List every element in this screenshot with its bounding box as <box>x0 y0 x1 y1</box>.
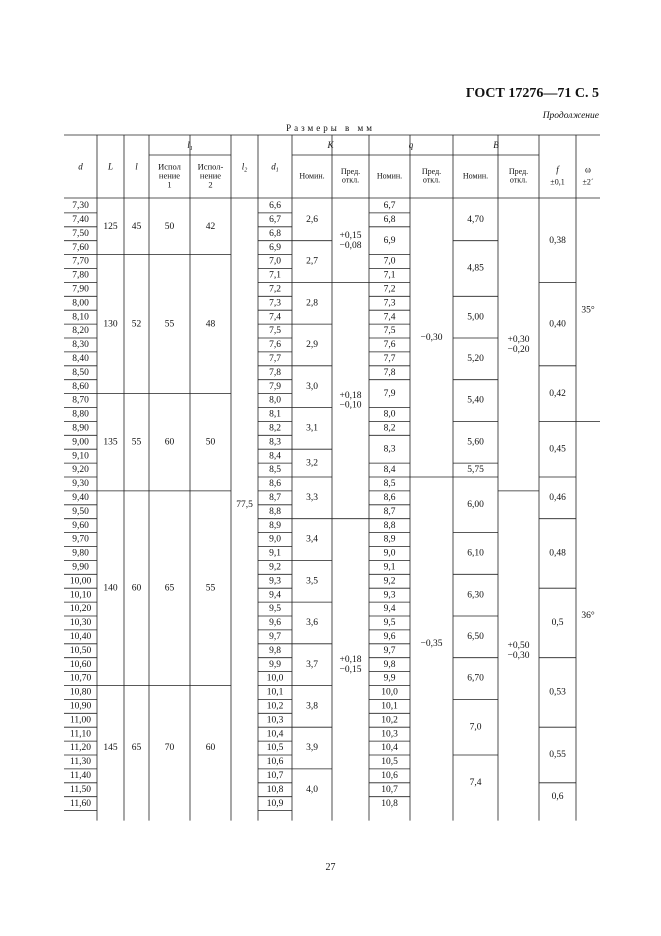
cell-q-nominal: 10,0 <box>381 687 398 698</box>
header-K: K <box>327 140 334 151</box>
cell-d1: 9,4 <box>269 590 281 601</box>
cell-d1: 7,7 <box>269 354 281 365</box>
cell-k-nominal: 3,2 <box>306 458 318 469</box>
header-q: q <box>408 140 414 151</box>
cell-k-nominal: 3,4 <box>306 534 318 545</box>
cell-q-nominal: 10,5 <box>381 757 398 768</box>
continuation-label: Продолжение <box>542 111 599 121</box>
header-q-tolerance: Пред. <box>421 167 442 177</box>
cell-q-nominal: 8,2 <box>383 423 396 434</box>
header-k-tolerance: Пред. <box>340 167 361 177</box>
cell-d: 11,30 <box>69 757 92 768</box>
cell-d1: 8,2 <box>269 423 281 434</box>
cell-d1: 7,0 <box>269 256 281 267</box>
cell-k-tolerance: −0,10 <box>339 400 362 411</box>
cell-d1: 9,8 <box>269 645 281 656</box>
header-l: l <box>135 161 138 172</box>
cell-d: 9,50 <box>72 506 89 517</box>
cell-k-tolerance: −0,08 <box>339 240 362 251</box>
cell-d: 9,30 <box>72 479 89 490</box>
cell-q-nominal: 10,1 <box>381 701 398 712</box>
cell-d1: 6,6 <box>269 201 281 212</box>
cell-d: 10,80 <box>69 687 92 698</box>
cell-k-nominal: 3,6 <box>306 618 318 629</box>
cell-d: 8,30 <box>72 340 89 351</box>
cell-f: 0,6 <box>551 791 564 802</box>
cell-d1: 7,3 <box>269 298 281 309</box>
cell-q-nominal: 6,7 <box>383 201 396 212</box>
cell-d1: 10,8 <box>266 784 284 795</box>
cell-q-nominal: 6,8 <box>383 215 396 226</box>
cell-d: 9,80 <box>72 548 89 559</box>
cell-group: 60 <box>205 743 216 754</box>
cell-b-nominal: 5,00 <box>467 312 484 323</box>
cell-d: 9,70 <box>72 534 89 545</box>
cell-d: 11,40 <box>69 771 92 782</box>
header-l2: $l_2$ <box>241 161 248 174</box>
cell-f: 0,45 <box>549 444 566 455</box>
cell-d1: 8,9 <box>269 520 281 531</box>
cell-group: 70 <box>164 743 175 754</box>
cell-k-tolerance: +0,18 <box>339 654 362 665</box>
cell-k-nominal: 3,7 <box>306 659 318 670</box>
cell-b-nominal: 6,70 <box>467 673 484 684</box>
header-L: L <box>107 161 114 172</box>
header-q-tolerance: откл. <box>422 175 441 185</box>
cell-q-nominal: 9,7 <box>383 645 396 656</box>
header-omega-tolerance: ±2´ <box>582 177 594 187</box>
cell-d: 10,20 <box>69 604 92 615</box>
cell-group: 130 <box>103 319 118 330</box>
cell-d: 8,40 <box>72 354 89 365</box>
cell-d: 9,90 <box>72 562 89 573</box>
cell-d1: 8,7 <box>269 493 281 504</box>
cell-q-nominal: 7,8 <box>383 367 396 378</box>
cell-q-nominal: 7,5 <box>383 326 396 337</box>
cell-q-nominal: 9,1 <box>383 562 396 573</box>
header-b-tolerance: Пред. <box>508 167 529 177</box>
cell-q-nominal: 9,8 <box>383 659 396 670</box>
cell-d: 9,00 <box>72 437 89 448</box>
cell-k-nominal: 3,8 <box>306 701 318 712</box>
cell-d1: 8,8 <box>269 506 281 517</box>
cell-q-nominal: 10,8 <box>381 798 398 809</box>
cell-d: 8,20 <box>72 326 89 337</box>
cell-d1: 8,0 <box>269 395 281 406</box>
cell-f: 0,38 <box>549 235 566 246</box>
cell-group: 42 <box>205 221 216 232</box>
cell-q-nominal: 10,2 <box>381 715 398 726</box>
page-number: 27 <box>325 862 336 873</box>
header-f: f <box>556 164 559 175</box>
cell-d1: 9,7 <box>269 632 281 643</box>
header-B: B <box>493 140 499 151</box>
cell-d1: 7,9 <box>269 381 281 392</box>
cell-b-tolerance: −0,30 <box>507 650 530 661</box>
cell-q-nominal: 8,5 <box>383 479 396 490</box>
cell-d1: 9,5 <box>269 604 281 615</box>
header-isp2: нение <box>199 170 222 181</box>
cell-q-nominal: 10,6 <box>381 771 398 782</box>
cell-k-nominal: 2,9 <box>306 340 318 351</box>
cell-b-nominal: 5,40 <box>467 395 484 406</box>
cell-d1: 7,5 <box>269 326 281 337</box>
cell-d: 8,90 <box>72 423 89 434</box>
cell-q-nominal: 6,9 <box>383 235 396 246</box>
cell-d: 9,40 <box>72 493 89 504</box>
cell-d: 10,90 <box>69 701 92 712</box>
cell-group: 125 <box>103 221 118 232</box>
cell-d1: 10,2 <box>266 701 284 712</box>
cell-d: 11,00 <box>69 715 92 726</box>
cell-group: 50 <box>205 437 216 448</box>
cell-d: 9,20 <box>72 465 89 476</box>
cell-q-nominal: 8,0 <box>383 409 396 420</box>
cell-q-nominal: 7,3 <box>383 298 396 309</box>
cell-group: 55 <box>131 437 142 448</box>
cell-b-nominal: 4,85 <box>467 263 484 274</box>
cell-group: 65 <box>164 583 175 594</box>
cell-group: 140 <box>103 583 118 594</box>
cell-d: 7,90 <box>72 284 89 295</box>
cell-d1: 8,5 <box>269 465 281 476</box>
header-b-nominal: Номин. <box>462 171 489 181</box>
header-isp1: нение <box>158 170 181 181</box>
cell-d: 9,60 <box>72 520 89 531</box>
cell-k-nominal: 3,9 <box>306 743 318 754</box>
cell-d1: 9,9 <box>269 659 281 670</box>
cell-q-nominal: 9,6 <box>383 632 396 643</box>
cell-d: 7,70 <box>72 256 89 267</box>
cell-group: 55 <box>164 319 175 330</box>
cell-k-nominal: 3,3 <box>306 493 318 504</box>
cell-d: 7,50 <box>72 228 89 239</box>
cell-f: 0,55 <box>549 750 566 761</box>
cell-group: 52 <box>131 319 142 330</box>
cell-b-nominal: 4,70 <box>467 215 484 226</box>
cell-d: 7,60 <box>72 242 89 253</box>
standard-header: ГОСТ 17276—71 С. 5 <box>465 86 599 101</box>
cell-q-nominal: 7,4 <box>383 312 396 323</box>
cell-f: 0,48 <box>549 548 566 559</box>
cell-d: 8,60 <box>72 381 89 392</box>
cell-d1: 7,4 <box>269 312 281 323</box>
cell-d1: 10,4 <box>266 729 284 740</box>
cell-d1: 10,5 <box>266 743 284 754</box>
cell-d: 11,10 <box>69 729 92 740</box>
cell-b-tolerance: +0,50 <box>507 640 530 651</box>
cell-d1: 7,8 <box>269 367 281 378</box>
cell-k-tolerance: −0,15 <box>339 664 362 675</box>
cell-b-nominal: 5,75 <box>467 465 484 476</box>
cell-d1: 9,2 <box>269 562 281 573</box>
cell-d: 7,30 <box>72 201 89 212</box>
cell-group: 45 <box>131 221 142 232</box>
cell-q-nominal: 7,6 <box>383 340 396 351</box>
cell-d1: 10,0 <box>266 673 284 684</box>
header-omega: ω <box>585 164 591 175</box>
cell-f: 0,53 <box>549 687 566 698</box>
cell-q-nominal: 8,6 <box>383 493 396 504</box>
cell-b-nominal: 7,0 <box>469 722 482 733</box>
cell-d1: 7,2 <box>269 284 281 295</box>
cell-d1: 8,3 <box>269 437 281 448</box>
cell-f: 0,46 <box>549 493 566 504</box>
cell-q-nominal: 7,7 <box>383 354 396 365</box>
cell-b-nominal: 5,20 <box>467 354 484 365</box>
header-q-nominal: Номин. <box>376 171 403 181</box>
cell-d1: 10,7 <box>266 771 284 782</box>
cell-k-tolerance: +0,18 <box>339 390 362 401</box>
cell-d1: 10,6 <box>266 757 284 768</box>
cell-d1: 10,9 <box>266 798 284 809</box>
header-isp2: Испол- <box>197 161 224 172</box>
cell-omega: 35° <box>581 305 595 316</box>
cell-k-nominal: 2,8 <box>306 298 318 309</box>
cell-f: 0,5 <box>551 618 564 629</box>
cell-d: 8,00 <box>72 298 89 309</box>
cell-q-nominal: 9,0 <box>383 548 396 559</box>
cell-q-tolerance: −0,30 <box>420 333 443 344</box>
cell-d1: 10,3 <box>266 715 284 726</box>
cell-d: 11,60 <box>69 798 92 809</box>
cell-d: 7,80 <box>72 270 89 281</box>
cell-k-nominal: 2,6 <box>306 215 318 226</box>
cell-b-nominal: 5,60 <box>467 437 484 448</box>
cell-q-nominal: 7,1 <box>383 270 396 281</box>
cell-omega: 36° <box>581 611 595 622</box>
cell-b-nominal: 6,00 <box>467 499 484 510</box>
cell-q-nominal: 8,8 <box>383 520 396 531</box>
cell-d1: 9,1 <box>269 548 281 559</box>
cell-f: 0,42 <box>549 388 566 399</box>
cell-b-nominal: 7,4 <box>469 777 482 788</box>
dimensions-note: Размеры в мм <box>286 123 375 133</box>
header-isp1: 1 <box>167 179 172 190</box>
cell-q-nominal: 7,9 <box>383 388 396 399</box>
cell-k-tolerance: +0,15 <box>339 230 362 241</box>
cell-group: 135 <box>103 437 118 448</box>
cell-b-tolerance: +0,30 <box>507 335 530 346</box>
cell-q-nominal: 9,4 <box>383 604 396 615</box>
cell-k-nominal: 3,0 <box>306 381 318 392</box>
cell-q-nominal: 8,7 <box>383 506 396 517</box>
cell-q-tolerance: −0,35 <box>420 638 443 649</box>
cell-b-nominal: 6,10 <box>467 548 484 559</box>
cell-d: 7,40 <box>72 215 89 226</box>
cell-q-nominal: 10,4 <box>381 743 398 754</box>
header-b-tolerance: откл. <box>509 175 528 185</box>
cell-d: 10,00 <box>69 576 92 587</box>
cell-b-nominal: 6,30 <box>467 590 484 601</box>
cell-d: 10,60 <box>69 659 92 670</box>
cell-q-nominal: 9,2 <box>383 576 396 587</box>
cell-d: 10,10 <box>69 590 92 601</box>
cell-d: 8,70 <box>72 395 89 406</box>
cell-q-nominal: 8,9 <box>383 534 396 545</box>
header-k-nominal: Номин. <box>299 171 325 181</box>
cell-q-nominal: 9,9 <box>383 673 396 684</box>
cell-d: 10,40 <box>69 632 92 643</box>
cell-d: 10,70 <box>69 673 92 684</box>
cell-d1: 8,6 <box>269 479 281 490</box>
cell-q-nominal: 10,7 <box>381 784 398 795</box>
cell-group: 60 <box>131 583 142 594</box>
cell-d: 11,50 <box>69 784 92 795</box>
cell-d: 8,80 <box>72 409 89 420</box>
cell-b-nominal: 6,50 <box>467 632 484 643</box>
cell-d1: 6,8 <box>269 228 281 239</box>
cell-d: 10,30 <box>69 618 92 629</box>
cell-d: 8,50 <box>72 367 89 378</box>
cell-d1: 8,1 <box>269 409 281 420</box>
cell-q-nominal: 7,2 <box>383 284 396 295</box>
cell-d1: 9,0 <box>269 534 281 545</box>
cell-d1: 6,7 <box>269 215 281 226</box>
cell-q-nominal: 10,3 <box>381 729 398 740</box>
header-isp1: Испол <box>158 161 181 172</box>
header-d: d <box>78 161 83 172</box>
cell-q-nominal: 7,0 <box>383 256 396 267</box>
header-f-tolerance: ±0,1 <box>550 177 565 187</box>
header-isp2: 2 <box>208 179 213 190</box>
cell-q-nominal: 9,5 <box>383 618 396 629</box>
cell-d1: 10,1 <box>266 687 284 698</box>
cell-group: 50 <box>164 221 175 232</box>
cell-d1: 9,6 <box>269 618 281 629</box>
cell-b-tolerance: −0,20 <box>507 345 530 356</box>
cell-group: 65 <box>131 743 142 754</box>
cell-d1: 8,4 <box>269 451 281 462</box>
header-d1: $d_1$ <box>271 161 279 174</box>
cell-k-nominal: 3,5 <box>306 576 318 587</box>
cell-k-nominal: 4,0 <box>306 784 318 795</box>
cell-f: 0,40 <box>549 319 566 330</box>
cell-d1: 9,3 <box>269 576 281 587</box>
cell-k-nominal: 2,7 <box>306 256 318 267</box>
cell-l2: 77,5 <box>236 499 253 510</box>
cell-q-nominal: 8,4 <box>383 465 396 476</box>
cell-d: 10,50 <box>69 645 92 656</box>
header-l1: $l_1$ <box>187 140 193 153</box>
cell-d1: 7,6 <box>269 340 281 351</box>
cell-q-nominal: 8,3 <box>383 444 396 455</box>
cell-d1: 7,1 <box>269 270 281 281</box>
cell-group: 55 <box>205 583 216 594</box>
cell-d1: 6,9 <box>269 242 281 253</box>
cell-group: 145 <box>103 743 118 754</box>
cell-q-nominal: 9,3 <box>383 590 396 601</box>
cell-d: 9,10 <box>72 451 89 462</box>
cell-k-nominal: 3,1 <box>306 423 318 434</box>
cell-group: 48 <box>205 319 216 330</box>
header-k-tolerance: откл. <box>341 175 360 185</box>
cell-group: 60 <box>164 437 175 448</box>
cell-d: 11,20 <box>69 743 92 754</box>
cell-d: 8,10 <box>72 312 89 323</box>
